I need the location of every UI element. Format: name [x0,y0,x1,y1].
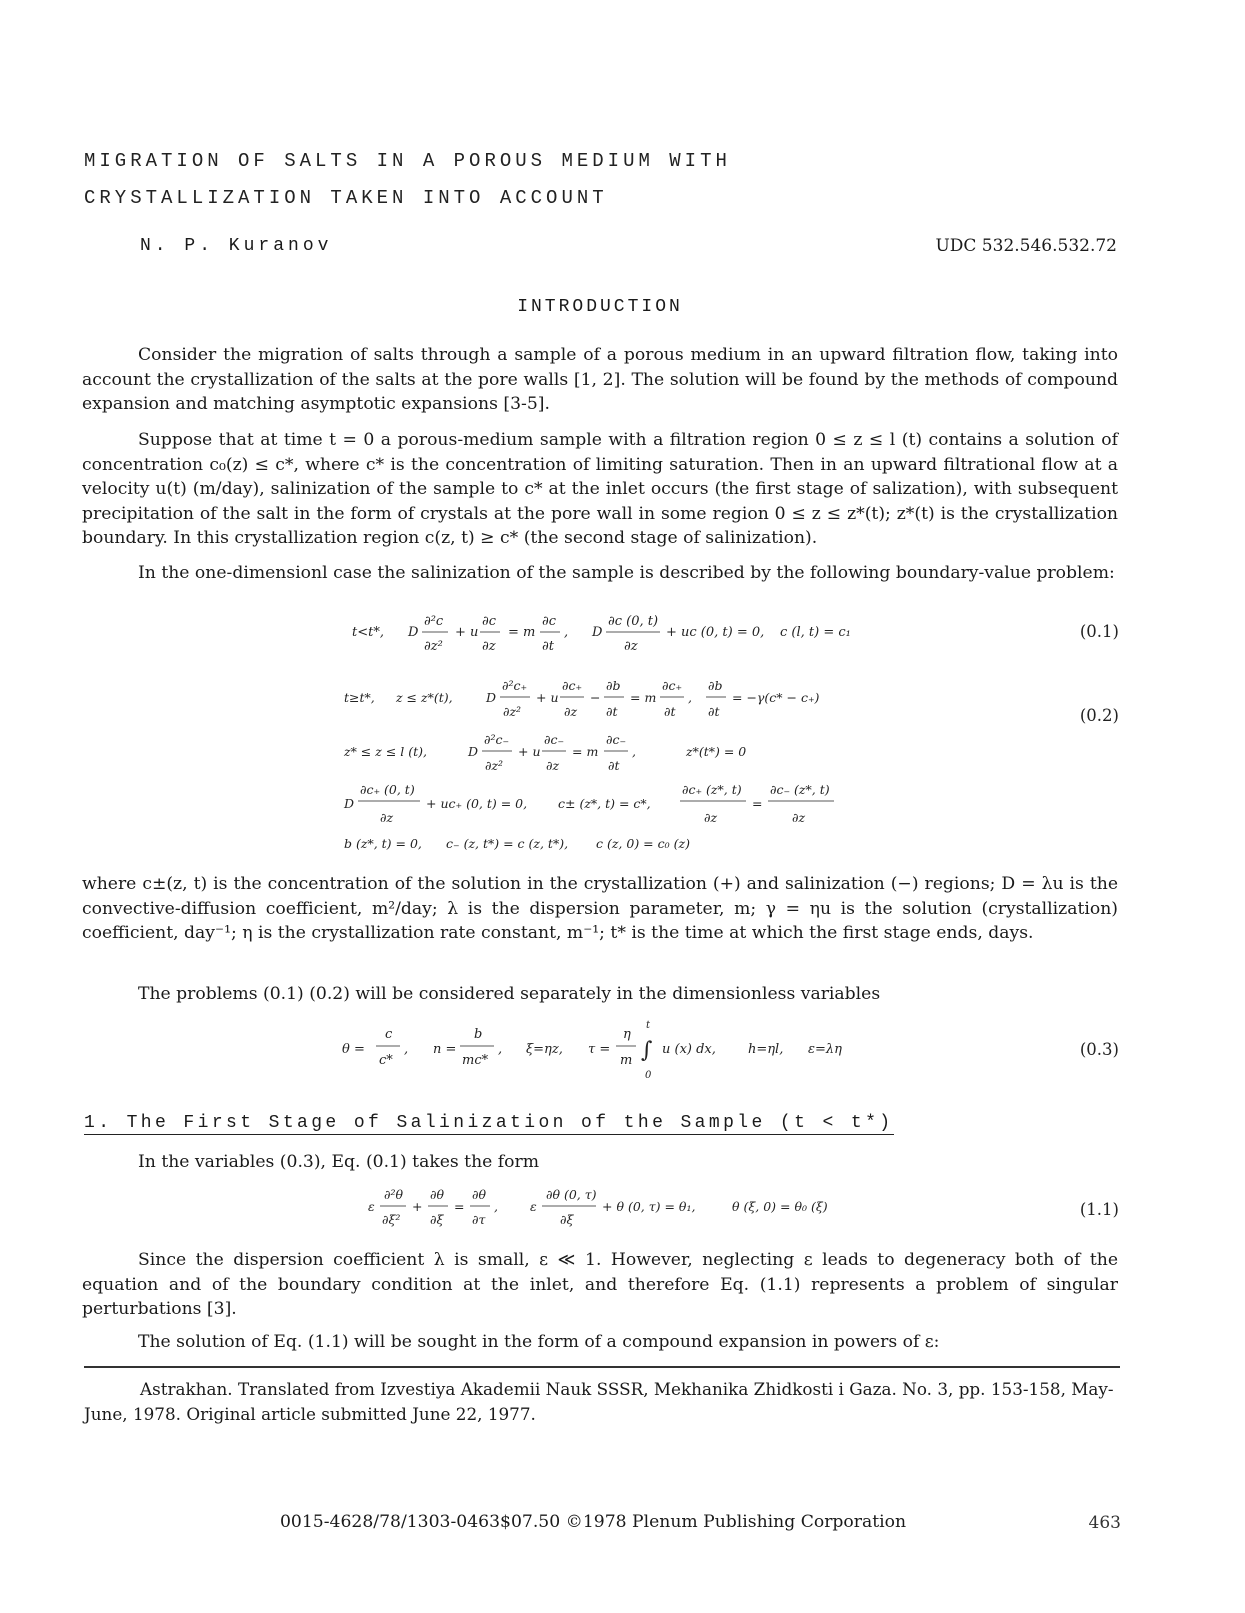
svg-text:∂²c₊: ∂²c₊ [502,678,528,693]
footnote: Astrakhan. Translated from Izvestiya Akademii Nauk SSSR, Mekhanika Zhidkosti i Gaza. No. 3, pp. 153-158, May-June, 1978. Original article submitted June 22, 1977. [84,1379,1114,1424]
svg-text:+ θ (0, τ) = θ₁,: + θ (0, τ) = θ₁, [602,1199,696,1214]
svg-text:∂c₊: ∂c₊ [562,678,583,693]
svg-text:∂z: ∂z [564,704,578,719]
svg-text:,: , [404,1042,409,1057]
svg-text:θ =: θ = [342,1042,365,1057]
svg-text:θ (ξ, 0) = θ₀ (ξ): θ (ξ, 0) = θ₀ (ξ) [732,1199,828,1214]
svg-text:+ u: + u [455,625,479,640]
svg-text:∂c (0, t): ∂c (0, t) [608,614,659,629]
title-line-2: CRYSTALLIZATION TAKEN INTO ACCOUNT [84,187,608,209]
svg-text:D: D [408,625,419,640]
equation-number-0-3: (0.3) [1079,1040,1119,1059]
equation-number-0-2: (0.2) [1079,706,1119,725]
svg-text:= m: = m [508,625,536,640]
footnote-rule [84,1366,1120,1368]
svg-text:∂z: ∂z [380,810,394,825]
paragraph-4: where c±(z, t) is the concentration of the solution in the crystallization (+) and salinization (−) regions; D = λu is the convective-diffusion coefficient, m²/day; λ is the dispersion parameter, m; γ = ηu is the solution (crystallization) coefficient, day⁻¹; η is the crystallization rate constant, m⁻¹; t* is the time at which the first stage ends, days. [82,874,1118,944]
svg-text:D: D [468,744,479,759]
svg-text:,: , [498,1042,503,1057]
equation-0-1 [340,608,900,658]
svg-text:D: D [486,690,497,705]
svg-text:t≥t*,: t≥t*, [344,690,375,705]
svg-text:c: c [385,1027,393,1042]
svg-text:∂z: ∂z [624,639,638,654]
paragraph-6: In the variables (0.3), Eq. (0.1) takes the form [138,1152,540,1172]
equation-number-1-1: (1.1) [1079,1200,1119,1219]
svg-text:∂θ: ∂θ [472,1187,486,1202]
svg-text:η: η [623,1027,631,1042]
svg-text:∂z²: ∂z² [503,704,522,719]
svg-text:n =: n = [433,1042,457,1057]
paragraph-5: The problems (0.1) (0.2) will be considered separately in the dimensionless variables [138,984,881,1004]
svg-text:0: 0 [645,1070,652,1081]
svg-text:,: , [494,1199,498,1214]
svg-text:z*(t*) = 0: z*(t*) = 0 [686,744,747,759]
svg-text:∂b: ∂b [708,678,723,693]
svg-text:+ uc (0, t) = 0,: + uc (0, t) = 0, [666,625,765,640]
svg-text:∂θ: ∂θ [430,1187,444,1202]
paragraph-8: The solution of Eq. (1.1) will be sought in the form of a compound expansion in powers of ε: [138,1332,940,1352]
svg-text:∂ξ²: ∂ξ² [382,1212,401,1227]
title-line-1: MIGRATION OF SALTS IN A POROUS MEDIUM WITH [84,150,731,172]
svg-text:∂z²: ∂z² [485,758,504,773]
svg-text:+ u: + u [536,690,559,705]
svg-text:∂c: ∂c [482,614,497,629]
svg-text:h=ηl,: h=ηl, [748,1042,784,1057]
svg-text:∂c₊ (0, t): ∂c₊ (0, t) [360,782,415,797]
svg-text:,: , [688,690,692,705]
svg-text:∫: ∫ [641,1038,653,1063]
intro-heading: INTRODUCTION [517,297,683,317]
svg-text:−: − [590,690,601,705]
svg-text:c*: c* [379,1053,393,1068]
paragraph-1: Consider the migration of salts through a sample of a porous medium in an upward filtration flow, taking into account the crystallization of the salts at the pore walls [1, 2]. The solution will be found by the methods of compound expansion and matching asymptotic expansions [3-5]. [82,345,1118,415]
svg-text:b: b [474,1027,483,1042]
svg-text:+ u: + u [518,744,541,759]
svg-text:∂t: ∂t [708,704,720,719]
svg-text:∂ξ: ∂ξ [560,1212,574,1227]
svg-text:= m: = m [572,744,599,759]
svg-text:m: m [620,1053,633,1068]
svg-text:∂t: ∂t [606,704,618,719]
svg-text:∂z: ∂z [546,758,560,773]
svg-text:∂b: ∂b [606,678,621,693]
svg-text:∂z²: ∂z² [424,639,443,654]
svg-text:,: , [632,744,636,759]
svg-text:ξ=ηz,: ξ=ηz, [526,1042,563,1057]
svg-text:∂²c₋: ∂²c₋ [484,732,510,747]
page-number: 463 [1088,1513,1121,1533]
svg-text:ε: ε [530,1199,537,1214]
svg-text:∂c₋: ∂c₋ [606,732,627,747]
svg-text:∂θ (0, τ): ∂θ (0, τ) [546,1187,597,1202]
svg-text:∂t: ∂t [608,758,620,773]
svg-text:u (x) dx,: u (x) dx, [662,1042,716,1057]
paragraph-7: Since the dispersion coefficient λ is small, ε ≪ 1. However, neglecting ε leads to degeneracy both of the equation and of the boundary condition at the inlet, and therefore Eq. (1.1) represents a problem of singular perturbations [3]. [82,1250,1118,1320]
svg-text:t: t [646,1020,651,1031]
svg-text:∂c₊: ∂c₊ [662,678,683,693]
svg-text:,: , [564,625,569,640]
svg-text:∂ξ: ∂ξ [430,1212,444,1227]
svg-text:t<t*,: t<t*, [352,625,384,640]
svg-text:ε=λη: ε=λη [808,1042,842,1057]
author: N. P. Kuranov [140,236,333,256]
svg-text:∂²c: ∂²c [424,614,444,629]
svg-text:∂τ: ∂τ [472,1212,486,1227]
svg-text:∂c₊ (z*, t): ∂c₊ (z*, t) [682,782,742,797]
svg-text:= −γ(c* − c₊): = −γ(c* − c₊) [732,690,820,705]
svg-text:mc*: mc* [462,1053,489,1068]
paragraph-2: Suppose that at time t = 0 a porous-medium sample with a filtration region 0 ≤ z ≤ l (t) contains a solution of concentration c₀(z) ≤ c*, where c* is the concentration of limiting saturation. Then in an upward filtrational flow at a velocity u(t) (m/day), salinization of the sample to c* at the inlet occurs (the first stage of salization), with subsequent precipitation of the salt in the form of crystals at the pore wall in some region 0 ≤ z ≤ z*(t); z*(t) is the crystallization boundary. In this crystallization region c(z, t) ≥ c* (the second stage of salinization). [82,430,1118,549]
svg-text:+: + [412,1199,423,1214]
svg-text:c (l, t) = c₁: c (l, t) = c₁ [780,625,851,640]
copyright-line: 0015-4628/78/1303-0463$07.50 ©1978 Plenum Publishing Corporation [280,1512,907,1532]
svg-text:=: = [454,1199,465,1214]
equation-0-3 [330,1014,890,1084]
svg-text:D: D [344,796,355,811]
svg-text:ε: ε [368,1199,375,1214]
svg-text:= m: = m [630,690,657,705]
svg-text:z ≤ z*(t),: z ≤ z*(t), [396,690,453,705]
svg-text:∂z: ∂z [704,810,718,825]
svg-text:c± (z*, t) = c*,: c± (z*, t) = c*, [558,796,651,811]
svg-text:+ uc₊ (0, t) = 0,: + uc₊ (0, t) = 0, [426,796,528,811]
svg-text:=: = [752,796,763,811]
svg-text:τ =: τ = [588,1042,611,1057]
equation-number-0-1: (0.1) [1079,622,1119,641]
svg-text:D: D [592,625,603,640]
svg-text:∂z: ∂z [482,639,496,654]
svg-text:c (z, 0) = c₀ (z): c (z, 0) = c₀ (z) [596,836,690,851]
svg-text:∂z: ∂z [792,810,806,825]
equation-1-1 [360,1182,880,1232]
svg-text:∂²θ: ∂²θ [384,1187,404,1202]
svg-text:∂c₋ (z*, t): ∂c₋ (z*, t) [770,782,830,797]
svg-text:∂t: ∂t [542,639,554,654]
section-1-heading: 1. The First Stage of Salinization of the Sample (t < t*) [84,1113,894,1133]
svg-text:z* ≤ z ≤ l (t),: z* ≤ z ≤ l (t), [344,744,427,759]
equation-0-2 [340,676,900,856]
svg-text:∂c₋: ∂c₋ [544,732,565,747]
svg-text:∂c: ∂c [542,614,557,629]
svg-text:∂t: ∂t [664,704,676,719]
svg-text:c₋ (z, t*) = c (z, t*),: c₋ (z, t*) = c (z, t*), [446,836,569,851]
paragraph-3: In the one-dimensionl case the salinization of the sample is described by the following boundary-value problem: [138,563,1115,583]
svg-text:b (z*, t) = 0,: b (z*, t) = 0, [344,836,422,851]
udc-code: UDC 532.546.532.72 [935,236,1117,256]
